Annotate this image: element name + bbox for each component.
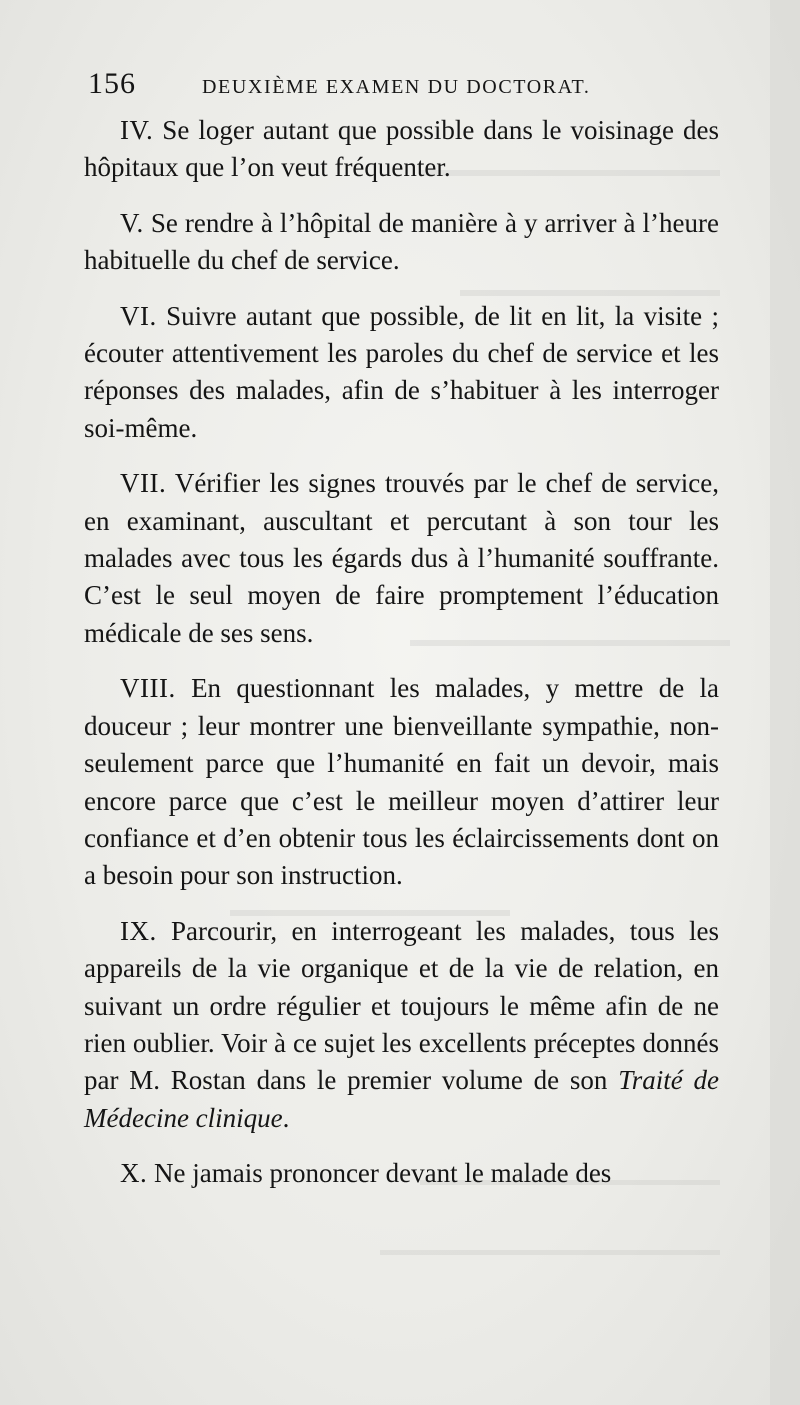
paragraph-text-end: . xyxy=(282,1102,290,1133)
paragraph-text: Ne jamais prononcer devant le malade des xyxy=(147,1158,612,1189)
section-numeral: IX. xyxy=(120,915,157,946)
page-number: 156 xyxy=(88,67,136,100)
main-text xyxy=(84,112,719,1193)
section-numeral: VII. xyxy=(120,468,167,499)
running-head-title: DEUXIÈME EXAMEN DU DOCTORAT. xyxy=(202,76,591,98)
section-numeral: IV. xyxy=(120,115,154,145)
paragraph-viii xyxy=(84,670,719,894)
paragraph-v xyxy=(84,205,719,280)
paragraph-vi xyxy=(84,298,719,448)
section-numeral: X. xyxy=(120,1158,148,1189)
paragraph-x xyxy=(84,1155,719,1192)
paragraph-text: En questionnant les malades, y mettre de la douceur ; leur montrer une bienveillante sympathie, non-seulement parce que l’humanité en fait un devoir, mais encore parce que c’est le meilleur moyen d’attirer leur confiance et d’en obtenir tous les éclaircissements dont on a besoin pour son instruction. xyxy=(84,673,719,891)
paragraph-text: Suivre autant que possible, de lit en lit, la visite ; écouter attentivement les paroles du chef de service et les réponses des malades, afin de s’habituer à les interroger soi-même. xyxy=(84,300,719,443)
paragraph-text: Se loger autant que possible dans le voisinage des hôpitaux que l’on veut fréquenter. xyxy=(84,115,719,183)
section-numeral: VI. xyxy=(120,300,157,331)
paragraph-ix xyxy=(84,913,719,1137)
paragraph-text: Se rendre à l’hôpital de manière à y arriver à l’heure habituelle du chef de service. xyxy=(84,207,719,276)
paragraph-vii xyxy=(84,465,719,652)
paragraph-iv xyxy=(84,112,719,187)
paragraph-text: Vérifier les signes trouvés par le chef de service, en examinant, auscultant et percutant à son tour les malades avec tous les égards dus à l’humanité souffrante. C’est le seul moyen de faire promptement l’éducation médicale de ses sens. xyxy=(84,468,719,648)
section-numeral: VIII. xyxy=(120,673,176,704)
book-title-italic: Traité de Médecine clinique xyxy=(84,1065,719,1133)
running-header xyxy=(84,66,724,106)
paragraph-text: Parcourir, en interrogeant les malades, tous les appareils de la vie organique et de la vie de relation, en suivant un ordre régulier et toujours le même afin de ne rien oublier. Voir à ce sujet les excellents préceptes donnés par M. Rostan dans le premier volume de son xyxy=(84,915,719,1096)
section-numeral: V. xyxy=(120,207,144,238)
